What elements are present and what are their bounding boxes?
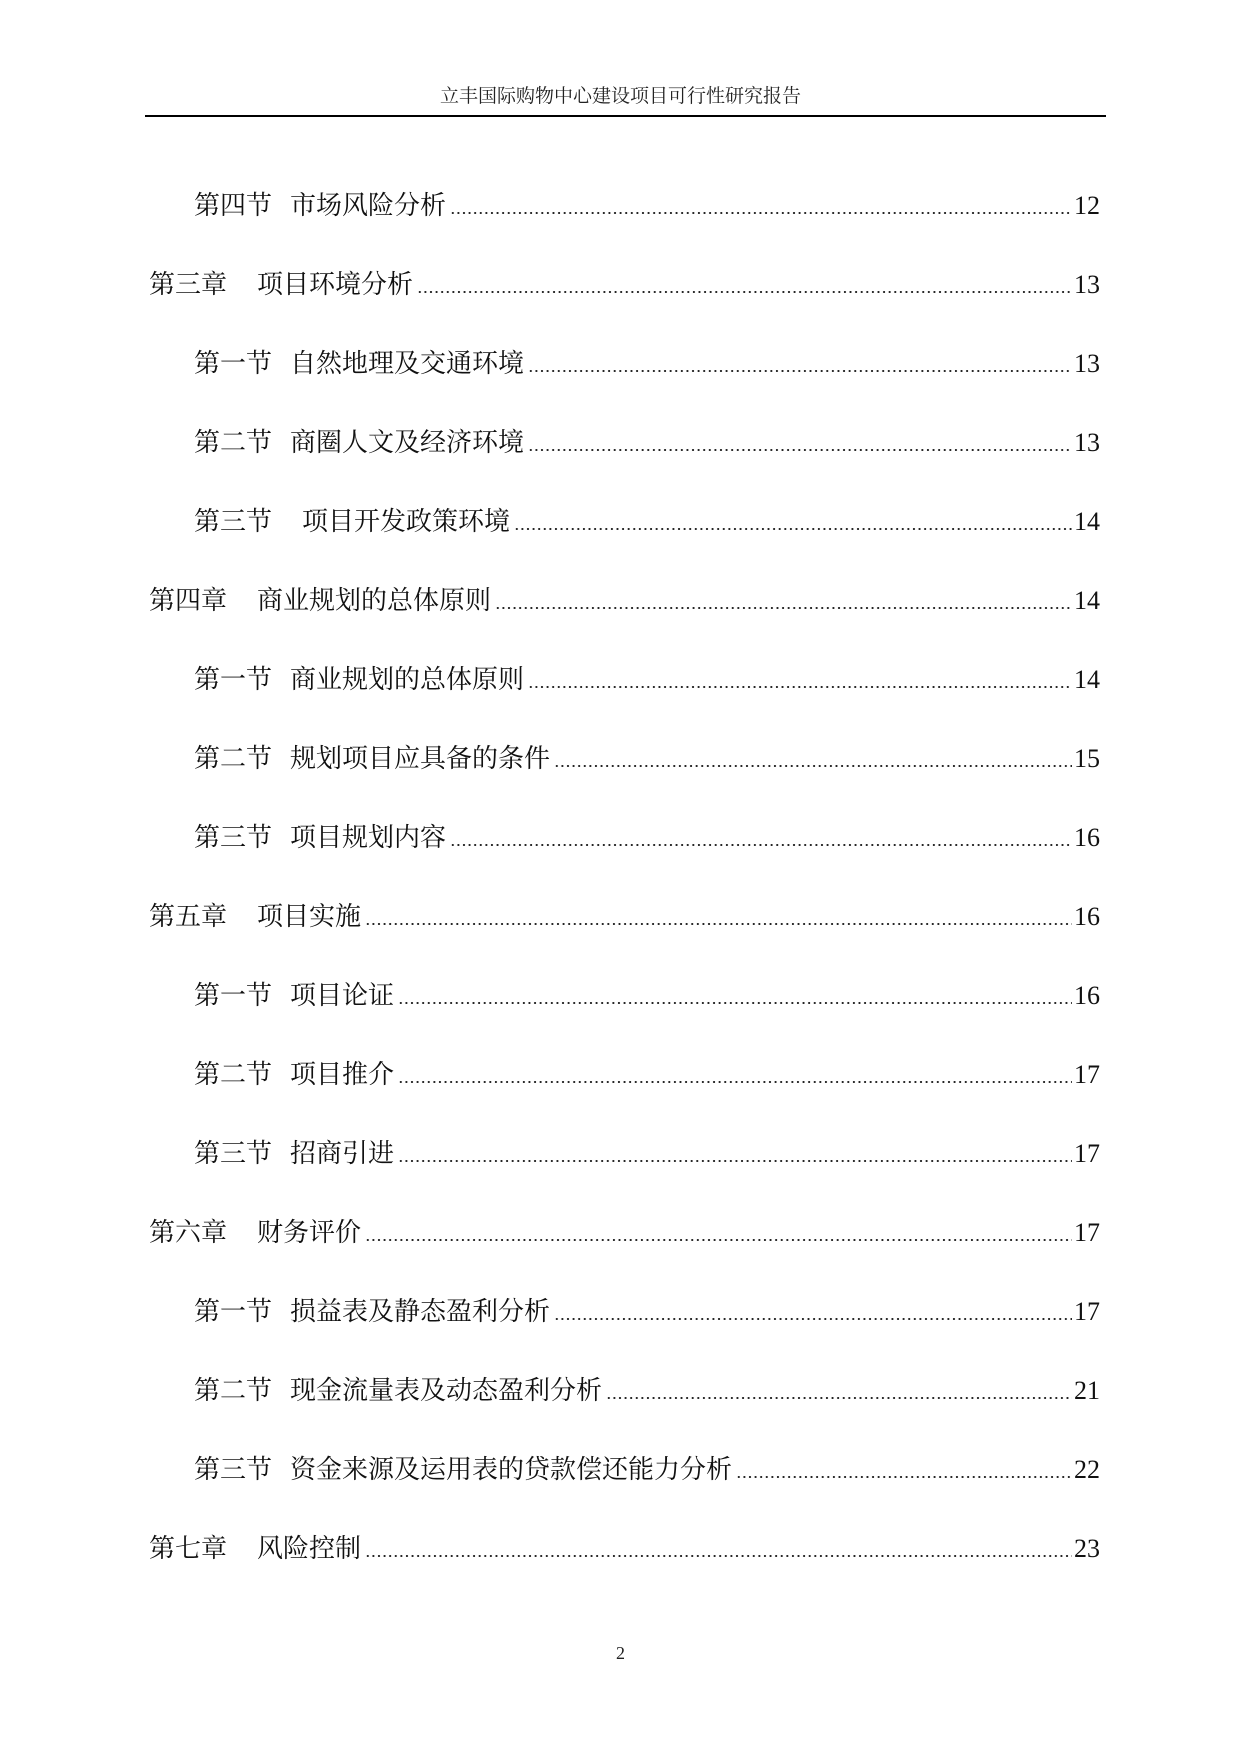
toc-entry-number: 第三节 xyxy=(194,1139,273,1169)
toc-entry-page: 14 xyxy=(1074,507,1100,536)
toc-entry-number: 第一节 xyxy=(194,349,273,379)
toc-entry-number: 第三章 xyxy=(149,270,228,300)
toc-entry-title: 资金来源及运用表的贷款偿还能力分析 xyxy=(290,1455,733,1485)
toc-entry-title: 损益表及静态盈利分析 xyxy=(290,1297,551,1327)
toc-entry-title: 招商引进 xyxy=(290,1139,395,1169)
toc-entry[interactable] xyxy=(194,1136,1100,1171)
toc-entry-page: 17 xyxy=(1074,1060,1100,1089)
toc-dot-leader xyxy=(417,267,1072,293)
toc-entry[interactable] xyxy=(149,1215,1100,1250)
toc-entry-title: 商业规划的总体原则 xyxy=(290,665,525,695)
toc-entry-page: 13 xyxy=(1074,270,1100,299)
toc-dot-leader xyxy=(365,1215,1072,1241)
toc-entry-number: 第三节 xyxy=(194,1455,273,1485)
toc-entry-page: 17 xyxy=(1074,1139,1100,1168)
toc-entry-page: 16 xyxy=(1074,902,1100,931)
toc-dot-leader xyxy=(365,1531,1072,1557)
toc-entry-page: 12 xyxy=(1074,191,1100,220)
toc-dot-leader xyxy=(398,978,1072,1004)
toc-entry[interactable] xyxy=(194,1057,1100,1092)
toc-entry-title: 项目开发政策环境 xyxy=(302,507,511,537)
toc-entry[interactable] xyxy=(194,504,1100,539)
toc-entry-page: 17 xyxy=(1074,1297,1100,1326)
toc-entry-title: 风险控制 xyxy=(257,1534,362,1564)
toc-entry[interactable] xyxy=(149,899,1100,934)
toc-entry[interactable] xyxy=(194,662,1100,697)
toc-entry-page: 14 xyxy=(1074,665,1100,694)
toc-dot-leader xyxy=(398,1057,1072,1083)
toc-entry-page: 17 xyxy=(1074,1218,1100,1247)
toc-entry-number: 第一节 xyxy=(194,1297,273,1327)
toc-dot-leader xyxy=(736,1452,1072,1478)
toc-entry-page: 21 xyxy=(1074,1376,1100,1405)
toc-entry-number: 第三节 xyxy=(194,507,273,537)
toc-dot-leader xyxy=(450,820,1072,846)
toc-entry-number: 第五章 xyxy=(149,902,228,932)
toc-entry-page: 15 xyxy=(1074,744,1100,773)
toc-dot-leader xyxy=(514,504,1072,530)
toc-entry-page: 16 xyxy=(1074,823,1100,852)
running-header: 立丰国际购物中心建设项目可行性研究报告 xyxy=(439,85,801,107)
toc-dot-leader xyxy=(495,583,1072,609)
toc-entry[interactable] xyxy=(194,820,1100,855)
toc-entry-number: 第二节 xyxy=(194,1376,273,1406)
toc-dot-leader xyxy=(528,346,1072,372)
toc-entry-title: 项目规划内容 xyxy=(290,823,447,853)
toc-entry[interactable] xyxy=(194,1294,1100,1329)
toc-entry-number: 第二节 xyxy=(194,1060,273,1090)
toc-entry-number: 第三节 xyxy=(194,823,273,853)
toc-dot-leader xyxy=(365,899,1072,925)
toc-entry-page: 13 xyxy=(1074,349,1100,378)
toc-entry-page: 23 xyxy=(1074,1534,1100,1563)
toc-entry-title: 自然地理及交通环境 xyxy=(290,349,525,379)
toc-entry-title: 商业规划的总体原则 xyxy=(257,586,492,616)
toc-entry-title: 项目推介 xyxy=(290,1060,395,1090)
toc-dot-leader xyxy=(554,1294,1072,1320)
toc-entry-page: 13 xyxy=(1074,428,1100,457)
toc-entry-number: 第六章 xyxy=(149,1218,228,1248)
toc-entry[interactable] xyxy=(194,741,1100,776)
toc-dot-leader xyxy=(554,741,1072,767)
toc-entry-page: 22 xyxy=(1074,1455,1100,1484)
toc-entry-number: 第二节 xyxy=(194,428,273,458)
toc-entry-number: 第四章 xyxy=(149,586,228,616)
toc-dot-leader xyxy=(606,1373,1072,1399)
toc-dot-leader xyxy=(450,188,1072,214)
toc-entry-number: 第一节 xyxy=(194,981,273,1011)
toc-entry-title: 项目环境分析 xyxy=(257,270,414,300)
toc-entry-title: 项目实施 xyxy=(257,902,362,932)
toc-entry[interactable] xyxy=(194,188,1100,223)
toc-entry-page: 16 xyxy=(1074,981,1100,1010)
page-number: 2 xyxy=(616,1643,625,1663)
toc-entry[interactable] xyxy=(194,425,1100,460)
toc-entry-title: 现金流量表及动态盈利分析 xyxy=(290,1376,603,1406)
toc-dot-leader xyxy=(398,1136,1072,1162)
toc-entry-title: 规划项目应具备的条件 xyxy=(290,744,551,774)
toc-entry-number: 第一节 xyxy=(194,665,273,695)
toc-entry[interactable] xyxy=(194,1373,1100,1408)
toc-entry[interactable] xyxy=(149,267,1100,302)
toc-entry-title: 市场风险分析 xyxy=(290,191,447,221)
toc-entry[interactable] xyxy=(149,583,1100,618)
toc-entry-title: 项目论证 xyxy=(290,981,395,1011)
toc-dot-leader xyxy=(528,662,1072,688)
toc-entry[interactable] xyxy=(194,346,1100,381)
toc-entry[interactable] xyxy=(194,978,1100,1013)
toc-entry-page: 14 xyxy=(1074,586,1100,615)
toc-entry-number: 第七章 xyxy=(149,1534,228,1564)
toc-entry-title: 商圈人文及经济环境 xyxy=(290,428,525,458)
toc-entry-number: 第四节 xyxy=(194,191,273,221)
toc-dot-leader xyxy=(528,425,1072,451)
toc-entry-title: 财务评价 xyxy=(257,1218,362,1248)
toc-entry[interactable] xyxy=(149,1531,1100,1566)
toc-entry-number: 第二节 xyxy=(194,744,273,774)
toc-entry[interactable] xyxy=(194,1452,1100,1487)
